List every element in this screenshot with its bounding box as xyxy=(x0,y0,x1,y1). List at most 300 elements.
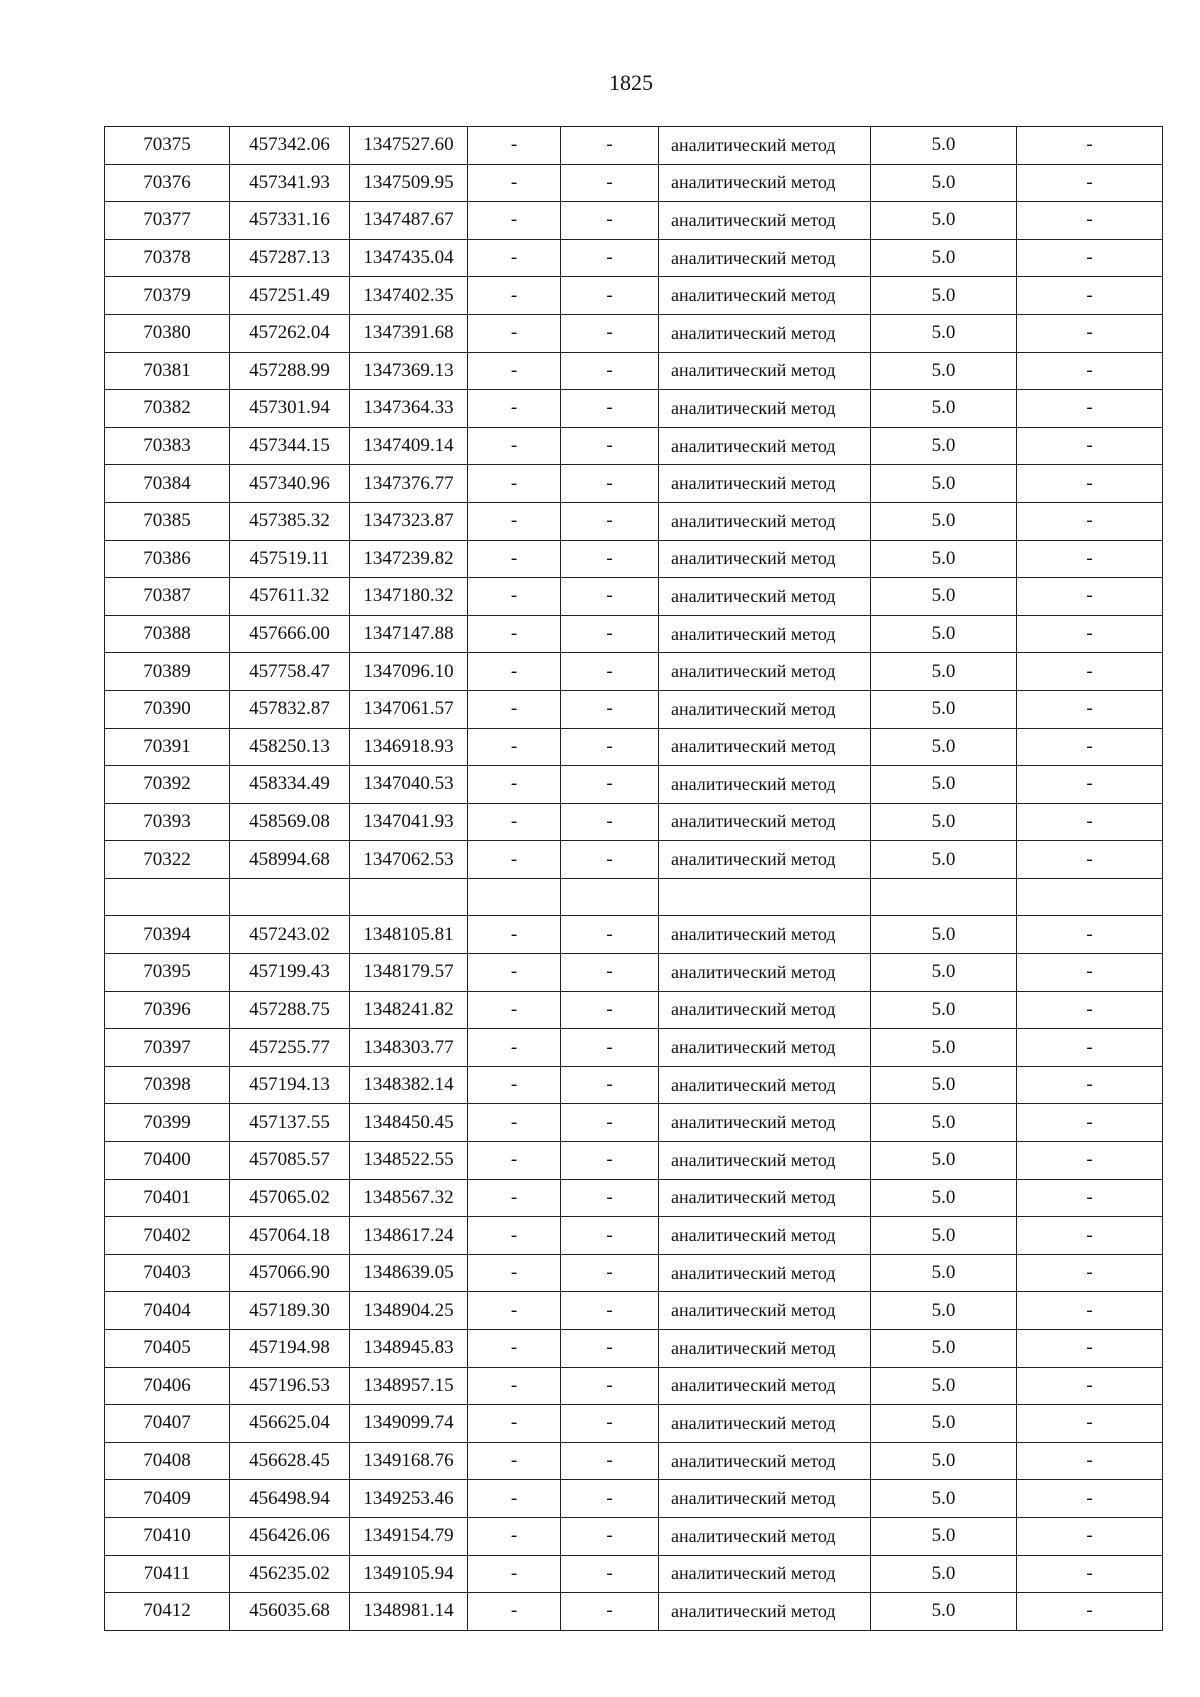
y-coordinate-cell: 1349099.74 xyxy=(350,1405,468,1443)
table-row xyxy=(105,1254,1163,1292)
point-number-cell: 70398 xyxy=(105,1066,230,1104)
col8-cell: - xyxy=(1017,578,1163,616)
col5-cell: - xyxy=(561,1442,659,1480)
table-row xyxy=(105,1217,1163,1255)
point-number-cell: 70399 xyxy=(105,1104,230,1142)
col4-cell: - xyxy=(468,766,561,804)
col5-cell: - xyxy=(561,465,659,503)
x-coordinate-cell: 456235.02 xyxy=(230,1555,350,1593)
x-coordinate-cell: 457344.15 xyxy=(230,427,350,465)
y-coordinate-cell: 1347180.32 xyxy=(350,578,468,616)
method-cell: аналитический метод xyxy=(659,239,871,277)
col5-cell: - xyxy=(561,841,659,879)
method-cell: аналитический метод xyxy=(659,728,871,766)
col8-cell: - xyxy=(1017,690,1163,728)
x-coordinate-cell: 458569.08 xyxy=(230,803,350,841)
table-row xyxy=(105,578,1163,616)
accuracy-cell: 5.0 xyxy=(871,1480,1017,1518)
point-number-cell: 70403 xyxy=(105,1254,230,1292)
y-coordinate-cell: 1348450.45 xyxy=(350,1104,468,1142)
x-coordinate-cell: 457519.11 xyxy=(230,540,350,578)
table-row xyxy=(105,1593,1163,1631)
x-coordinate-cell: 457611.32 xyxy=(230,578,350,616)
method-cell: аналитический метод xyxy=(659,1254,871,1292)
col4-cell: - xyxy=(468,1367,561,1405)
y-coordinate-cell: 1348382.14 xyxy=(350,1066,468,1104)
table-row xyxy=(105,1555,1163,1593)
table-row xyxy=(105,1367,1163,1405)
col8-cell: - xyxy=(1017,465,1163,503)
y-coordinate-cell: 1347041.93 xyxy=(350,803,468,841)
col4-cell: - xyxy=(468,916,561,954)
accuracy-cell: 5.0 xyxy=(871,1442,1017,1480)
col4-cell: - xyxy=(468,690,561,728)
point-number-cell: 70381 xyxy=(105,352,230,390)
col5-cell: - xyxy=(561,1142,659,1180)
col5-cell: - xyxy=(561,164,659,202)
point-number-cell: 70406 xyxy=(105,1367,230,1405)
y-coordinate-cell: 1348303.77 xyxy=(350,1029,468,1067)
col4-cell: - xyxy=(468,1405,561,1443)
x-coordinate-cell: 457064.18 xyxy=(230,1217,350,1255)
method-cell: аналитический метод xyxy=(659,314,871,352)
col8-cell: - xyxy=(1017,314,1163,352)
col4-cell: - xyxy=(468,954,561,992)
col5-cell: - xyxy=(561,502,659,540)
method-cell: аналитический метод xyxy=(659,841,871,879)
col4-cell: - xyxy=(468,540,561,578)
col5-cell: - xyxy=(561,314,659,352)
accuracy-cell xyxy=(871,878,1017,916)
y-coordinate-cell: 1348639.05 xyxy=(350,1254,468,1292)
accuracy-cell: 5.0 xyxy=(871,164,1017,202)
point-number-cell: 70407 xyxy=(105,1405,230,1443)
method-cell: аналитический метод xyxy=(659,1066,871,1104)
col4-cell: - xyxy=(468,352,561,390)
x-coordinate-cell: 457065.02 xyxy=(230,1179,350,1217)
x-coordinate-cell: 456625.04 xyxy=(230,1405,350,1443)
col5-cell: - xyxy=(561,578,659,616)
point-number-cell: 70395 xyxy=(105,954,230,992)
table-row xyxy=(105,314,1163,352)
accuracy-cell: 5.0 xyxy=(871,1517,1017,1555)
method-cell xyxy=(659,878,871,916)
x-coordinate-cell: 457262.04 xyxy=(230,314,350,352)
method-cell: аналитический метод xyxy=(659,1104,871,1142)
y-coordinate-cell: 1348105.81 xyxy=(350,916,468,954)
col8-cell: - xyxy=(1017,1029,1163,1067)
col8-cell: - xyxy=(1017,1517,1163,1555)
col5-cell: - xyxy=(561,277,659,315)
accuracy-cell: 5.0 xyxy=(871,314,1017,352)
table-row xyxy=(105,615,1163,653)
accuracy-cell: 5.0 xyxy=(871,1029,1017,1067)
y-coordinate-cell: 1349253.46 xyxy=(350,1480,468,1518)
accuracy-cell: 5.0 xyxy=(871,653,1017,691)
col5-cell xyxy=(561,878,659,916)
accuracy-cell: 5.0 xyxy=(871,841,1017,879)
x-coordinate-cell: 457287.13 xyxy=(230,239,350,277)
point-number-cell: 70380 xyxy=(105,314,230,352)
col8-cell: - xyxy=(1017,390,1163,428)
table-row xyxy=(105,164,1163,202)
col5-cell: - xyxy=(561,1517,659,1555)
method-cell: аналитический метод xyxy=(659,615,871,653)
col5-cell: - xyxy=(561,1480,659,1518)
col8-cell: - xyxy=(1017,1292,1163,1330)
point-number-cell: 70392 xyxy=(105,766,230,804)
point-number-cell: 70394 xyxy=(105,916,230,954)
table-row xyxy=(105,239,1163,277)
method-cell: аналитический метод xyxy=(659,202,871,240)
col5-cell: - xyxy=(561,690,659,728)
col4-cell: - xyxy=(468,991,561,1029)
x-coordinate-cell: 457288.99 xyxy=(230,352,350,390)
point-number-cell: 70322 xyxy=(105,841,230,879)
col5-cell: - xyxy=(561,991,659,1029)
x-coordinate-cell: 457331.16 xyxy=(230,202,350,240)
col8-cell: - xyxy=(1017,991,1163,1029)
accuracy-cell: 5.0 xyxy=(871,1367,1017,1405)
point-number-cell: 70379 xyxy=(105,277,230,315)
table-row xyxy=(105,465,1163,503)
y-coordinate-cell: 1347509.95 xyxy=(350,164,468,202)
point-number-cell: 70385 xyxy=(105,502,230,540)
col4-cell: - xyxy=(468,615,561,653)
accuracy-cell: 5.0 xyxy=(871,1405,1017,1443)
y-coordinate-cell: 1348567.32 xyxy=(350,1179,468,1217)
method-cell: аналитический метод xyxy=(659,277,871,315)
col4-cell: - xyxy=(468,465,561,503)
x-coordinate-cell: 457288.75 xyxy=(230,991,350,1029)
point-number-cell: 70378 xyxy=(105,239,230,277)
y-coordinate-cell: 1347487.67 xyxy=(350,202,468,240)
x-coordinate-cell xyxy=(230,878,350,916)
y-coordinate-cell: 1347376.77 xyxy=(350,465,468,503)
col5-cell: - xyxy=(561,1292,659,1330)
x-coordinate-cell: 457196.53 xyxy=(230,1367,350,1405)
accuracy-cell: 5.0 xyxy=(871,352,1017,390)
method-cell: аналитический метод xyxy=(659,127,871,165)
y-coordinate-cell: 1348522.55 xyxy=(350,1142,468,1180)
col8-cell: - xyxy=(1017,1066,1163,1104)
point-number-cell: 70377 xyxy=(105,202,230,240)
method-cell: аналитический метод xyxy=(659,1593,871,1631)
point-number-cell: 70382 xyxy=(105,390,230,428)
method-cell: аналитический метод xyxy=(659,1517,871,1555)
method-cell: аналитический метод xyxy=(659,540,871,578)
table-row xyxy=(105,841,1163,879)
table-row xyxy=(105,1066,1163,1104)
col4-cell: - xyxy=(468,578,561,616)
y-coordinate-cell: 1347061.57 xyxy=(350,690,468,728)
col4-cell: - xyxy=(468,1517,561,1555)
x-coordinate-cell: 457066.90 xyxy=(230,1254,350,1292)
table-row xyxy=(105,916,1163,954)
method-cell: аналитический метод xyxy=(659,578,871,616)
point-number-cell: 70390 xyxy=(105,690,230,728)
col8-cell: - xyxy=(1017,653,1163,691)
x-coordinate-cell: 457758.47 xyxy=(230,653,350,691)
point-number-cell: 70404 xyxy=(105,1292,230,1330)
table-row xyxy=(105,390,1163,428)
col4-cell: - xyxy=(468,803,561,841)
table-row xyxy=(105,1104,1163,1142)
point-number-cell: 70388 xyxy=(105,615,230,653)
table-row xyxy=(105,427,1163,465)
point-number-cell: 70408 xyxy=(105,1442,230,1480)
col4-cell: - xyxy=(468,202,561,240)
col4-cell: - xyxy=(468,277,561,315)
method-cell: аналитический метод xyxy=(659,690,871,728)
accuracy-cell: 5.0 xyxy=(871,540,1017,578)
col5-cell: - xyxy=(561,1254,659,1292)
col4-cell: - xyxy=(468,314,561,352)
method-cell: аналитический метод xyxy=(659,1405,871,1443)
col8-cell: - xyxy=(1017,766,1163,804)
method-cell: аналитический метод xyxy=(659,1029,871,1067)
col8-cell: - xyxy=(1017,1254,1163,1292)
accuracy-cell: 5.0 xyxy=(871,277,1017,315)
accuracy-cell: 5.0 xyxy=(871,202,1017,240)
col4-cell: - xyxy=(468,1217,561,1255)
y-coordinate-cell: 1347239.82 xyxy=(350,540,468,578)
y-coordinate-cell: 1349168.76 xyxy=(350,1442,468,1480)
x-coordinate-cell: 457194.98 xyxy=(230,1330,350,1368)
accuracy-cell: 5.0 xyxy=(871,390,1017,428)
method-cell: аналитический метод xyxy=(659,390,871,428)
x-coordinate-cell: 456628.45 xyxy=(230,1442,350,1480)
col4-cell: - xyxy=(468,1254,561,1292)
x-coordinate-cell: 457342.06 xyxy=(230,127,350,165)
x-coordinate-cell: 456426.06 xyxy=(230,1517,350,1555)
col8-cell: - xyxy=(1017,1442,1163,1480)
col8-cell: - xyxy=(1017,1330,1163,1368)
point-number-cell: 70376 xyxy=(105,164,230,202)
col8-cell: - xyxy=(1017,277,1163,315)
col5-cell: - xyxy=(561,653,659,691)
point-number-cell: 70389 xyxy=(105,653,230,691)
y-coordinate-cell: 1348904.25 xyxy=(350,1292,468,1330)
table-row xyxy=(105,878,1163,916)
table-row xyxy=(105,1442,1163,1480)
x-coordinate-cell: 457137.55 xyxy=(230,1104,350,1142)
col8-cell: - xyxy=(1017,728,1163,766)
col4-cell: - xyxy=(468,1442,561,1480)
col4-cell: - xyxy=(468,164,561,202)
table-row xyxy=(105,1480,1163,1518)
col8-cell: - xyxy=(1017,202,1163,240)
accuracy-cell: 5.0 xyxy=(871,1179,1017,1217)
table-row xyxy=(105,1405,1163,1443)
method-cell: аналитический метод xyxy=(659,352,871,390)
x-coordinate-cell: 457341.93 xyxy=(230,164,350,202)
col8-cell: - xyxy=(1017,1555,1163,1593)
y-coordinate-cell: 1348945.83 xyxy=(350,1330,468,1368)
col4-cell xyxy=(468,878,561,916)
accuracy-cell: 5.0 xyxy=(871,1555,1017,1593)
point-number-cell: 70396 xyxy=(105,991,230,1029)
col4-cell: - xyxy=(468,1179,561,1217)
col4-cell: - xyxy=(468,1066,561,1104)
y-coordinate-cell: 1347402.35 xyxy=(350,277,468,315)
accuracy-cell: 5.0 xyxy=(871,1330,1017,1368)
col8-cell: - xyxy=(1017,1217,1163,1255)
accuracy-cell: 5.0 xyxy=(871,1254,1017,1292)
y-coordinate-cell: 1346918.93 xyxy=(350,728,468,766)
y-coordinate-cell: 1347323.87 xyxy=(350,502,468,540)
point-number-cell: 70410 xyxy=(105,1517,230,1555)
method-cell: аналитический метод xyxy=(659,1179,871,1217)
accuracy-cell: 5.0 xyxy=(871,578,1017,616)
accuracy-cell: 5.0 xyxy=(871,954,1017,992)
col5-cell: - xyxy=(561,916,659,954)
point-number-cell: 70386 xyxy=(105,540,230,578)
x-coordinate-cell: 457255.77 xyxy=(230,1029,350,1067)
x-coordinate-cell: 457666.00 xyxy=(230,615,350,653)
table-row xyxy=(105,277,1163,315)
col5-cell: - xyxy=(561,352,659,390)
col5-cell: - xyxy=(561,1367,659,1405)
method-cell: аналитический метод xyxy=(659,427,871,465)
col8-cell: - xyxy=(1017,127,1163,165)
x-coordinate-cell: 456498.94 xyxy=(230,1480,350,1518)
col5-cell: - xyxy=(561,1104,659,1142)
accuracy-cell: 5.0 xyxy=(871,1142,1017,1180)
table-row xyxy=(105,127,1163,165)
x-coordinate-cell: 457301.94 xyxy=(230,390,350,428)
col5-cell: - xyxy=(561,239,659,277)
col5-cell: - xyxy=(561,1217,659,1255)
x-coordinate-cell: 457832.87 xyxy=(230,690,350,728)
col5-cell: - xyxy=(561,427,659,465)
x-coordinate-cell: 457385.32 xyxy=(230,502,350,540)
col4-cell: - xyxy=(468,127,561,165)
col4-cell: - xyxy=(468,728,561,766)
point-number-cell: 70387 xyxy=(105,578,230,616)
y-coordinate-cell: 1348957.15 xyxy=(350,1367,468,1405)
col4-cell: - xyxy=(468,1029,561,1067)
accuracy-cell: 5.0 xyxy=(871,465,1017,503)
table-row xyxy=(105,502,1163,540)
col4-cell: - xyxy=(468,1142,561,1180)
accuracy-cell: 5.0 xyxy=(871,427,1017,465)
y-coordinate-cell: 1347040.53 xyxy=(350,766,468,804)
method-cell: аналитический метод xyxy=(659,991,871,1029)
method-cell: аналитический метод xyxy=(659,1330,871,1368)
y-coordinate-cell: 1347369.13 xyxy=(350,352,468,390)
col8-cell: - xyxy=(1017,1104,1163,1142)
y-coordinate-cell: 1348179.57 xyxy=(350,954,468,992)
x-coordinate-cell: 458994.68 xyxy=(230,841,350,879)
col4-cell: - xyxy=(468,841,561,879)
accuracy-cell: 5.0 xyxy=(871,991,1017,1029)
x-coordinate-cell: 457085.57 xyxy=(230,1142,350,1180)
table-row xyxy=(105,954,1163,992)
y-coordinate-cell xyxy=(350,878,468,916)
col8-cell: - xyxy=(1017,916,1163,954)
col8-cell: - xyxy=(1017,540,1163,578)
y-coordinate-cell: 1349154.79 xyxy=(350,1517,468,1555)
col5-cell: - xyxy=(561,1066,659,1104)
page-number: 1825 xyxy=(609,70,653,95)
accuracy-cell: 5.0 xyxy=(871,1593,1017,1631)
col8-cell: - xyxy=(1017,1179,1163,1217)
col5-cell: - xyxy=(561,1405,659,1443)
y-coordinate-cell: 1347527.60 xyxy=(350,127,468,165)
col4-cell: - xyxy=(468,1593,561,1631)
accuracy-cell: 5.0 xyxy=(871,502,1017,540)
x-coordinate-cell: 457251.49 xyxy=(230,277,350,315)
point-number-cell xyxy=(105,878,230,916)
point-number-cell: 70400 xyxy=(105,1142,230,1180)
table-row xyxy=(105,728,1163,766)
method-cell: аналитический метод xyxy=(659,1142,871,1180)
col5-cell: - xyxy=(561,540,659,578)
table-row xyxy=(105,540,1163,578)
col5-cell: - xyxy=(561,390,659,428)
col5-cell: - xyxy=(561,127,659,165)
col5-cell: - xyxy=(561,728,659,766)
y-coordinate-cell: 1347062.53 xyxy=(350,841,468,879)
method-cell: аналитический метод xyxy=(659,803,871,841)
method-cell: аналитический метод xyxy=(659,1442,871,1480)
point-number-cell: 70375 xyxy=(105,127,230,165)
method-cell: аналитический метод xyxy=(659,1480,871,1518)
col5-cell: - xyxy=(561,803,659,841)
y-coordinate-cell: 1347391.68 xyxy=(350,314,468,352)
accuracy-cell: 5.0 xyxy=(871,728,1017,766)
table-row xyxy=(105,1292,1163,1330)
point-number-cell: 70402 xyxy=(105,1217,230,1255)
col5-cell: - xyxy=(561,1029,659,1067)
x-coordinate-cell: 457243.02 xyxy=(230,916,350,954)
x-coordinate-cell: 457340.96 xyxy=(230,465,350,503)
table-row xyxy=(105,352,1163,390)
y-coordinate-cell: 1347435.04 xyxy=(350,239,468,277)
col8-cell: - xyxy=(1017,1405,1163,1443)
col8-cell: - xyxy=(1017,1593,1163,1631)
point-number-cell: 70405 xyxy=(105,1330,230,1368)
col4-cell: - xyxy=(468,1104,561,1142)
accuracy-cell: 5.0 xyxy=(871,1217,1017,1255)
method-cell: аналитический метод xyxy=(659,1292,871,1330)
accuracy-cell: 5.0 xyxy=(871,1066,1017,1104)
point-number-cell: 70397 xyxy=(105,1029,230,1067)
col5-cell: - xyxy=(561,1179,659,1217)
col8-cell xyxy=(1017,878,1163,916)
accuracy-cell: 5.0 xyxy=(871,239,1017,277)
table-row xyxy=(105,1142,1163,1180)
col4-cell: - xyxy=(468,502,561,540)
table-row xyxy=(105,803,1163,841)
accuracy-cell: 5.0 xyxy=(871,615,1017,653)
x-coordinate-cell: 458334.49 xyxy=(230,766,350,804)
col4-cell: - xyxy=(468,427,561,465)
accuracy-cell: 5.0 xyxy=(871,1292,1017,1330)
y-coordinate-cell: 1349105.94 xyxy=(350,1555,468,1593)
y-coordinate-cell: 1348981.14 xyxy=(350,1593,468,1631)
y-coordinate-cell: 1348241.82 xyxy=(350,991,468,1029)
accuracy-cell: 5.0 xyxy=(871,803,1017,841)
method-cell: аналитический метод xyxy=(659,465,871,503)
table-row xyxy=(105,1330,1163,1368)
col4-cell: - xyxy=(468,653,561,691)
table-row xyxy=(105,991,1163,1029)
x-coordinate-cell: 456035.68 xyxy=(230,1593,350,1631)
col8-cell: - xyxy=(1017,841,1163,879)
col4-cell: - xyxy=(468,239,561,277)
